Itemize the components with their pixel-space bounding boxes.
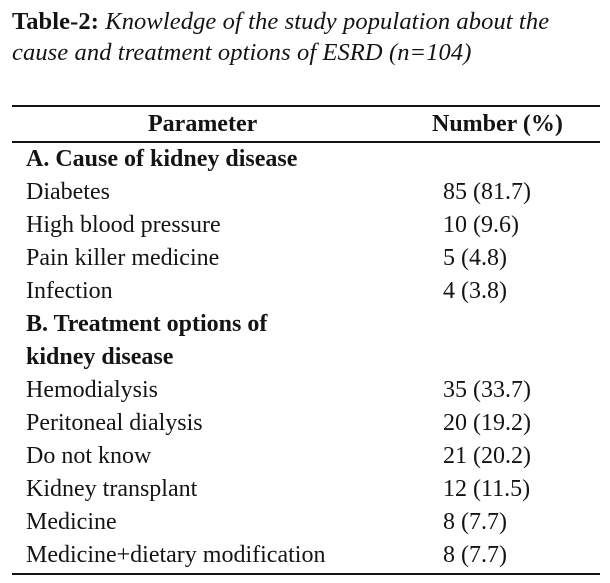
table-row [12, 506, 600, 539]
table-row [12, 275, 600, 308]
row-value: 10 (9.6) [443, 212, 519, 238]
section-title-line1: B. Treatment options of [26, 311, 268, 337]
row-parameter: Medicine [26, 509, 117, 535]
table-row [12, 176, 600, 209]
table-row [12, 209, 600, 242]
table-row [12, 242, 600, 275]
row-value: 21 (20.2) [443, 443, 531, 469]
header-parameter: Parameter [148, 111, 258, 137]
row-parameter: Hemodialysis [26, 377, 158, 403]
row-parameter: Do not know [26, 443, 152, 469]
row-parameter: Diabetes [26, 179, 110, 205]
row-value: 12 (11.5) [443, 476, 531, 502]
row-value: 5 (4.8) [443, 245, 507, 271]
row-value: 20 (19.2) [443, 410, 531, 436]
table-label: Table-2: [12, 8, 100, 35]
row-value: 8 (7.7) [443, 509, 507, 535]
bottom-rule [12, 573, 600, 575]
table-row [12, 440, 600, 473]
row-value: 85 (81.7) [443, 179, 531, 205]
table-title: Knowledge of the study population about the cause and treatment options of ESRD (n=104) [12, 8, 550, 66]
table-row [12, 473, 600, 506]
table-row [12, 539, 600, 572]
row-parameter: Medicine+dietary modification [26, 542, 326, 568]
section-title-line2: kidney disease [26, 344, 174, 370]
row-parameter: Pain killer medicine [26, 245, 220, 271]
section-heading-treatment-cont [12, 341, 600, 374]
row-parameter: Peritoneal dialysis [26, 410, 203, 436]
row-parameter: Kidney transplant [26, 476, 198, 502]
table-row [12, 374, 600, 407]
row-value: 4 (3.8) [443, 278, 507, 304]
table-row [12, 407, 600, 440]
top-rule [12, 105, 600, 107]
row-value: 8 (7.7) [443, 542, 507, 568]
row-parameter: High blood pressure [26, 212, 221, 238]
table-caption [12, 6, 602, 68]
row-parameter: Infection [26, 278, 113, 304]
row-value: 35 (33.7) [443, 377, 531, 403]
section-title: A. Cause of kidney disease [26, 146, 298, 172]
section-heading-treatment [12, 308, 600, 341]
section-heading-cause [12, 143, 600, 176]
header-number: Number (%) [432, 111, 563, 137]
